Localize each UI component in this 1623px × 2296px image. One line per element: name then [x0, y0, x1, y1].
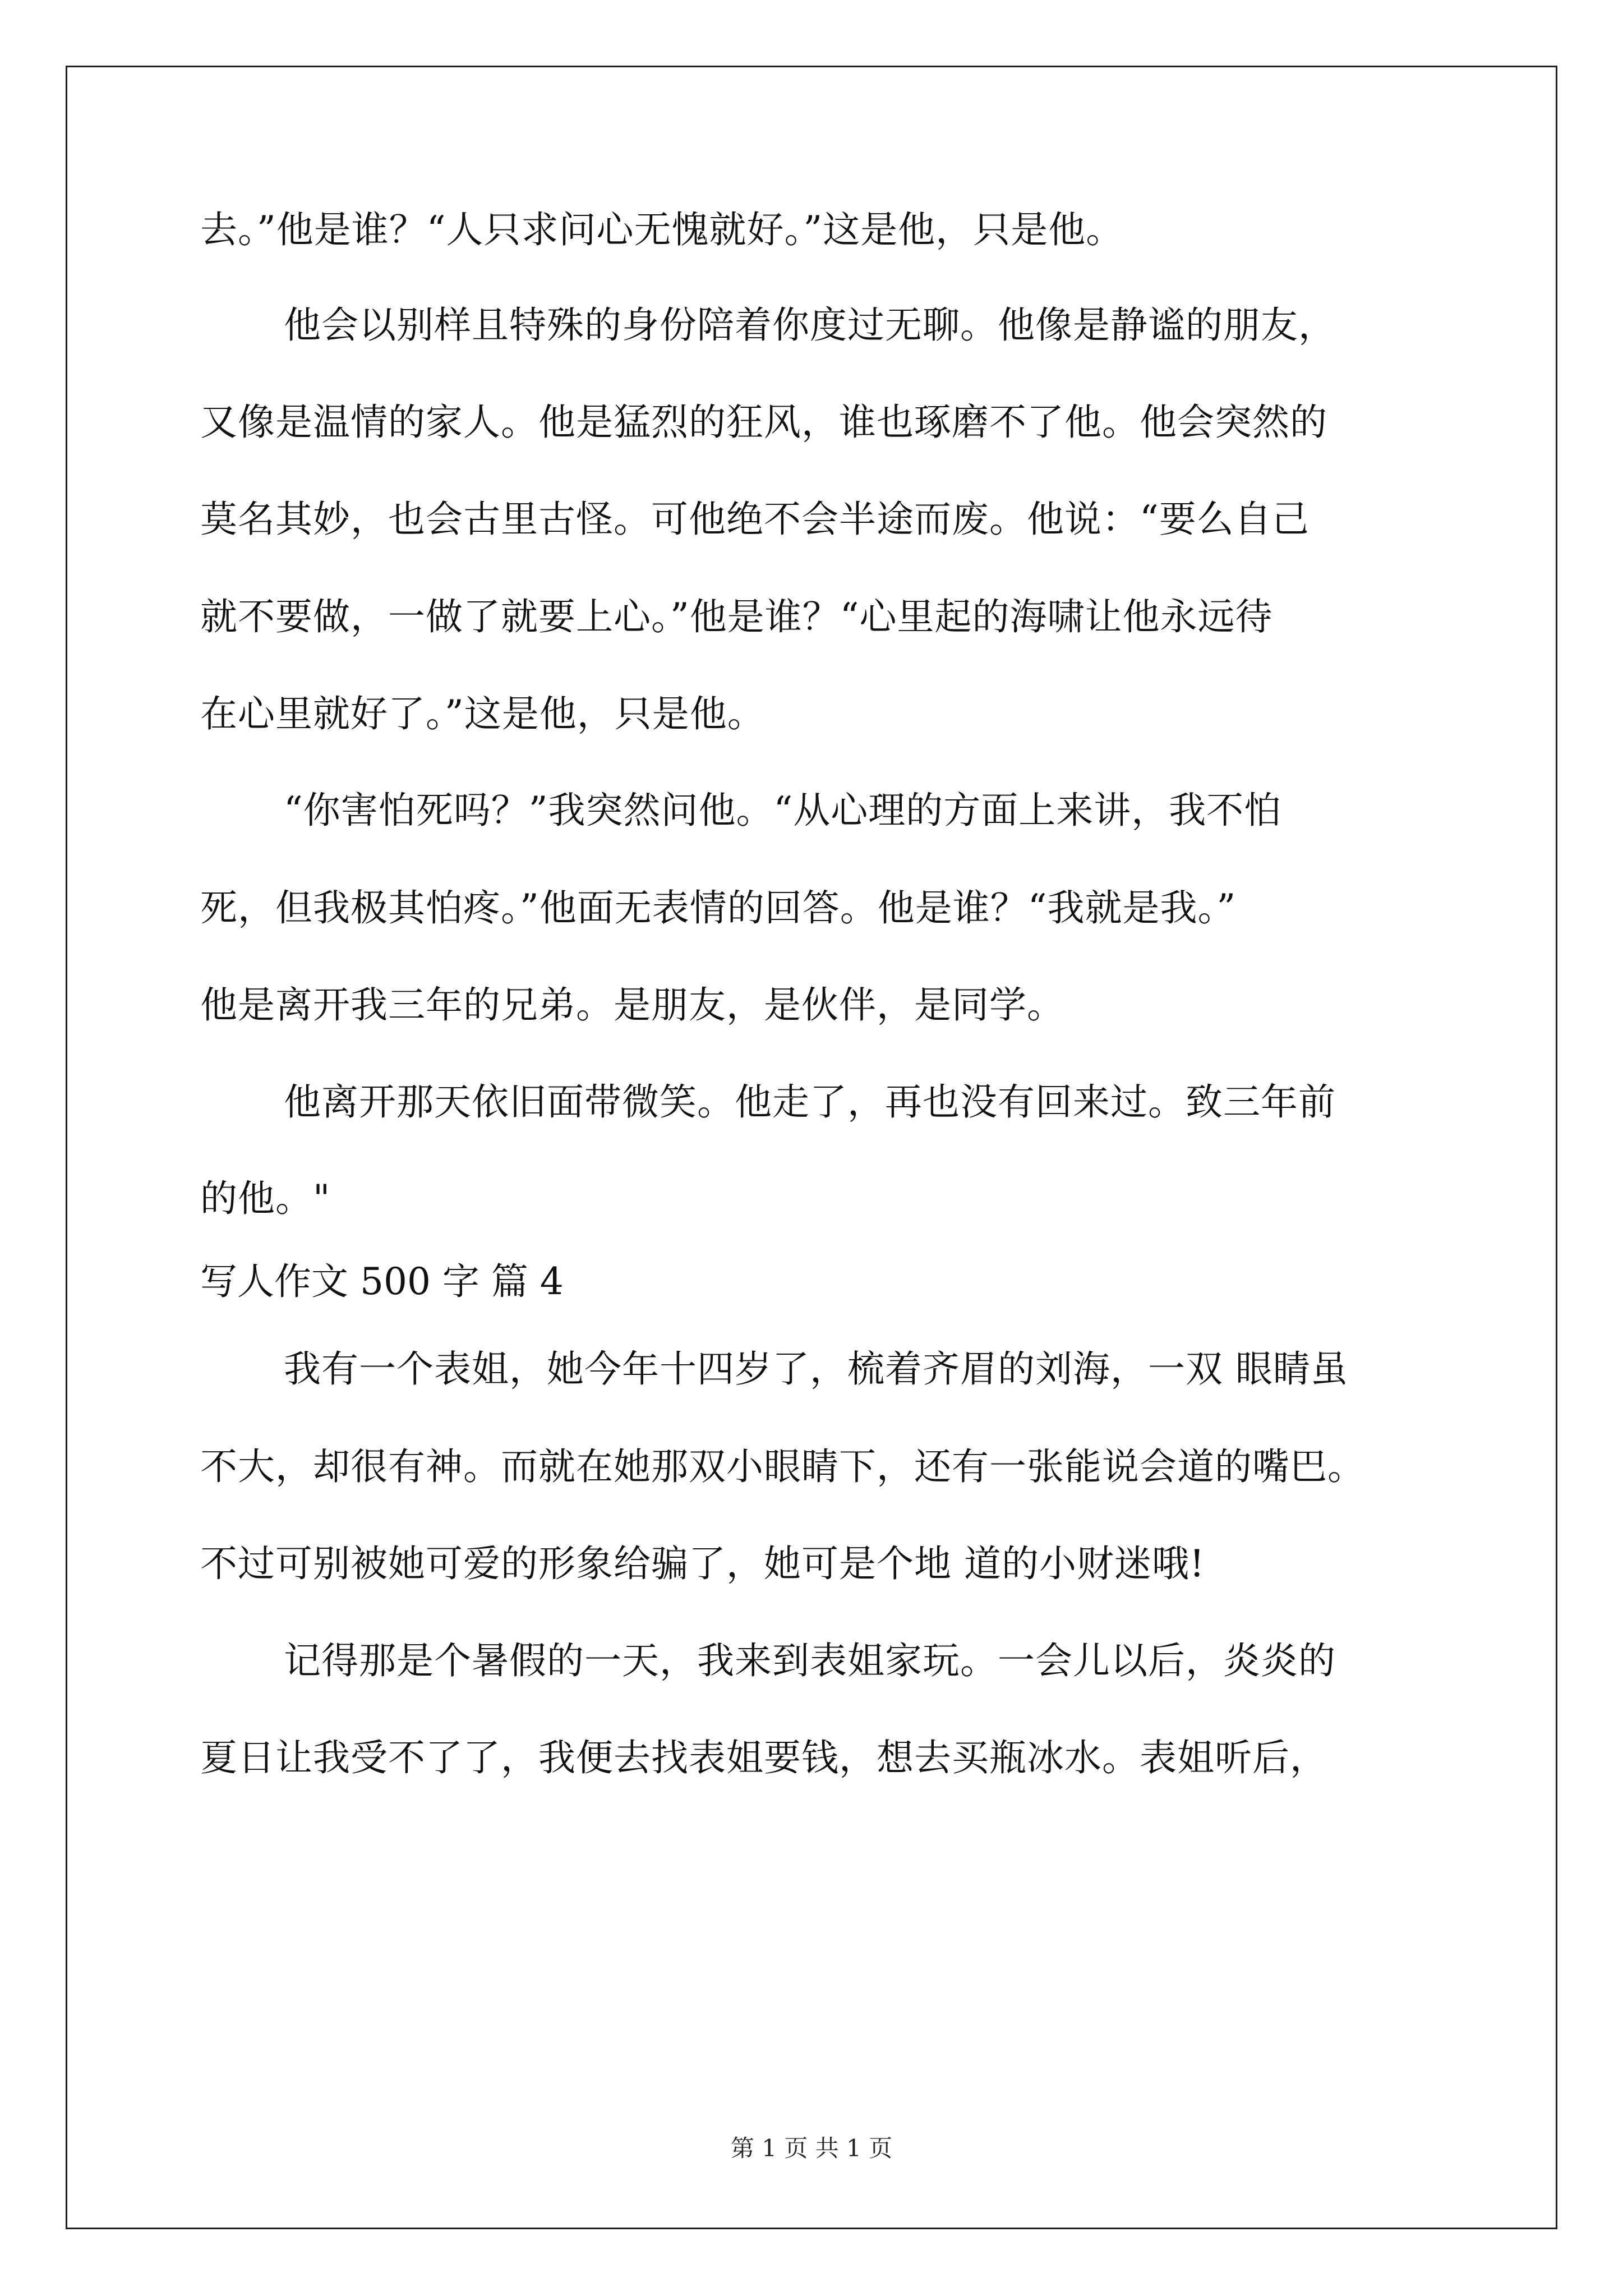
text-line: 去。”他是谁？“人只求问心无愧就好。”这是他，只是他。 [200, 208, 1124, 251]
text-line: 他会以别样且特殊的身份陪着你度过无聊。他像是静谧的朋友， [284, 303, 1336, 347]
text-line: 他是离开我三年的兄弟。是朋友，是伙伴，是同学。 [200, 983, 1064, 1027]
text-line: 他离开那天依旧面带微笑。他走了，再也没有回来过。致三年前 [284, 1080, 1336, 1124]
text-line: 又像是温情的家人。他是猛烈的狂风，谁也琢磨不了他。他会突然的 [200, 401, 1327, 444]
text-line: 在心里就好了。”这是他，只是他。 [200, 692, 765, 735]
text-line: 夏日让我受不了了，我便去找表姐要钱，想去买瓶冰水。表姐听后， [200, 1736, 1327, 1779]
text-line: 就不要做，一做了就要上心。”他是谁？“心里起的海啸让他永远待 [200, 595, 1273, 638]
text-line: 不大，却很有神。而就在她那双小眼睛下，还有一张能说会道的嘴巴。 [200, 1445, 1365, 1488]
text-line: 死，但我极其怕疼。”他面无表情的回答。他是谁？“我就是我。” [200, 886, 1237, 930]
page-border [66, 66, 1557, 2229]
text-line: 记得那是个暑假的一天，我来到表姐家玩。一会儿以后，炎炎的 [284, 1639, 1336, 1682]
text-line: 我有一个表姐，她今年十四岁了，梳着齐眉的刘海，一双 眼睛虽 [284, 1347, 1348, 1391]
text-line: 的他。" [200, 1177, 331, 1220]
text-line: 莫名其妙，也会古里古怪。可他绝不会半途而废。他说：“要么自己 [200, 498, 1310, 541]
section-heading: 写人作文 500 字 篇 4 [200, 1260, 564, 1303]
text-line: 不过可别被她可爱的形象给骗了，她可是个地 道的小财迷哦! [200, 1542, 1205, 1585]
page-footer: 第 1 页 共 1 页 [730, 2134, 893, 2162]
text-line: “你害怕死吗？”我突然问他。“从心理的方面上来讲，我不怕 [284, 789, 1282, 832]
